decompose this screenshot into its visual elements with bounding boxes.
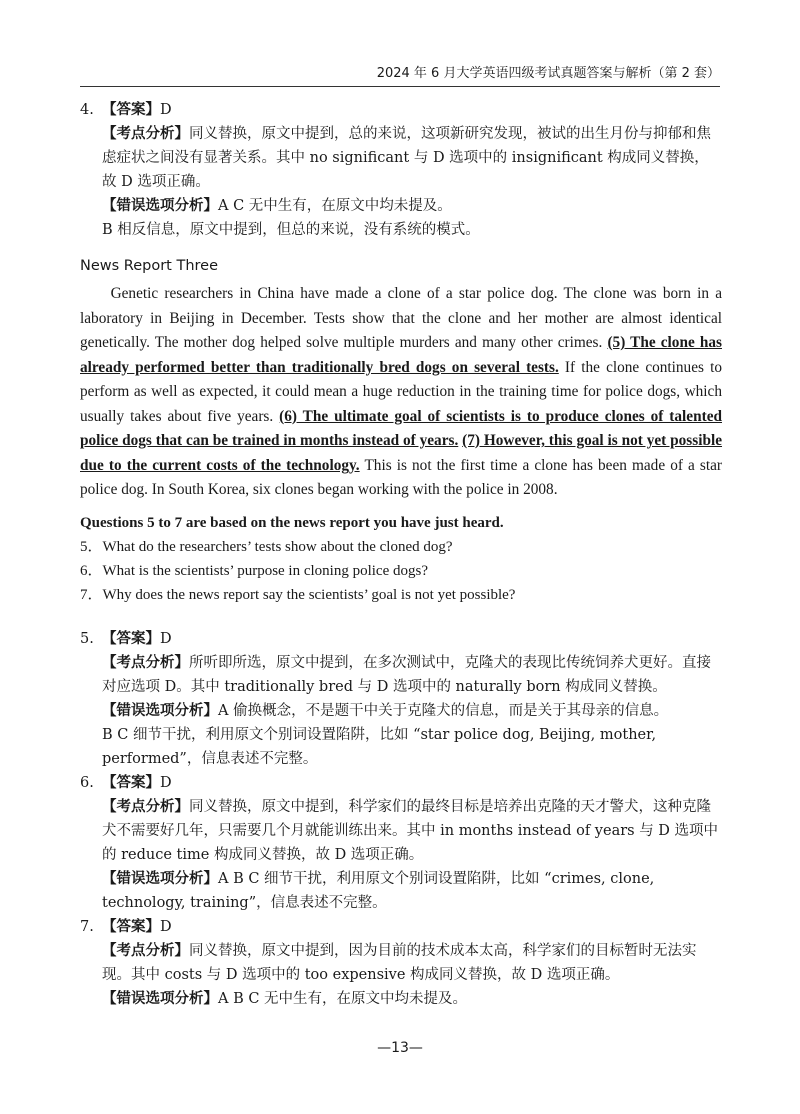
- error-line: A B C 细节干扰，利用原文个别词设置陷阱，比如 “crimes, clone, technology, training”，信息表述不完整。: [102, 870, 655, 911]
- question-item: 5．What do the researchers’ tests show about the cloned dog?: [80, 538, 453, 555]
- news-report-text: Genetic researchers in China have made a clone of a star police dog. The clone was born in a laboratory in Beijing in December. Tests show that the clone and her mother are almost identical genetically. The mother dog helped solve multiple murders and many other crimes. (5) The clone has already performed better than traditionally bred dogs on several tests. If the clone continues to perform as well as expected, it could mean a huge reduction in the training time for police dogs, which usually takes about five years. (6) The ultimate goal of scientists is to produce clones of talented police dogs that can be trained in months instead of years. (7) However, this goal is not yet possible due to the current costs of the technology. This is not the first time a clone has been made of a star police dog. In South Korea, six clones began working with the police in 2008.: [80, 285, 723, 498]
- error-line: B 相反信息，原文中提到，但总的来说，没有系统的模式。: [102, 222, 480, 238]
- analysis-text: 所听即所选，原文中提到，在多次测试中，克隆犬的表现比传统饲养犬更好。直接对应选项 D。其中 traditionally bred 与 D 选项中的 naturally born 构成同义替换。: [102, 654, 711, 695]
- answer-value: D: [160, 102, 172, 118]
- answer-label: 【答案】: [102, 917, 160, 935]
- questions-heading: Questions 5 to 7 are based on the news report you have just heard.: [80, 514, 504, 531]
- header-title: 2024 年 6 月大学英语四级考试真题答案与解析（第 2 套）: [376, 66, 720, 81]
- error-label: 【错误选项分析】: [102, 989, 218, 1007]
- error-label: 【错误选项分析】: [102, 197, 218, 214]
- answer-item-6: [80, 771, 722, 915]
- analysis-label: 【考点分析】: [102, 125, 189, 142]
- analysis-text: 同义替换，原文中提到，总的来说，这项新研究发现，被试的出生月份与抑郁和焦虑症状之间没有显著关系。其中 no significant 与 D 选项中的 insignificant 构成同义替换，故 D 选项正确。: [102, 126, 711, 190]
- answer-label: 【答案】: [102, 773, 160, 791]
- answer-item-7: [80, 915, 722, 1011]
- answer-item-5: [80, 627, 722, 771]
- answer-label: 【答案】: [102, 101, 160, 118]
- page-content: [80, 98, 722, 1011]
- analysis-text: 同义替换，原文中提到，因为目前的技术成本太高，科学家们的目标暂时无法实现。其中 costs 与 D 选项中的 too expensive 构成同义替换，故 D 选项正确。: [102, 942, 697, 983]
- question-item: 6．What is the scientists’ purpose in cloning police dogs?: [80, 562, 428, 579]
- page-header: [80, 62, 720, 87]
- answer-label: 【答案】: [102, 629, 160, 647]
- analysis-label: 【考点分析】: [102, 797, 189, 815]
- answer-value: D: [160, 630, 172, 647]
- error-line: A B C 无中生有，在原文中均未提及。: [218, 990, 468, 1007]
- item-number: 5.: [80, 630, 94, 647]
- error-line: A C 无中生有，在原文中均未提及。: [218, 198, 452, 214]
- question-item: 7．Why does the news report say the scientists’ goal is not yet possible?: [80, 586, 516, 603]
- error-line: A 偷换概念，不是题干中关于克隆犬的信息，而是关于其母亲的信息。: [218, 702, 669, 719]
- answer-value: D: [160, 774, 172, 791]
- highlight-6: (6) The ultimate goal of scientists is to produce clones of talented police dogs that can be trained in months instead of years.: [80, 407, 722, 449]
- page-number: —13—: [377, 1040, 423, 1056]
- answer-item-4: [80, 98, 722, 242]
- item-number: 7.: [80, 918, 94, 935]
- error-label: 【错误选项分析】: [102, 869, 218, 887]
- questions-list: [80, 535, 722, 607]
- item-number: 4.: [80, 102, 94, 118]
- answer-value: D: [160, 918, 172, 935]
- highlight-7: (7) However, this goal is not yet possible due to the current costs of the technology.: [80, 432, 723, 474]
- analysis-label: 【考点分析】: [102, 941, 189, 959]
- error-label: 【错误选项分析】: [102, 701, 218, 719]
- analysis-text: 同义替换，原文中提到，科学家们的最终目标是培养出克隆的天才警犬，这种克隆犬不需要好几年，只需要几个月就能训练出来。其中 in months instead of years 与 D 选项中的 reduce time 构成同义替换，故 D 选项正确。: [102, 798, 719, 863]
- analysis-label: 【考点分析】: [102, 653, 189, 671]
- news-report-title: News Report Three: [80, 258, 218, 274]
- highlight-5: (5) The clone has already performed better than traditionally bred dogs on several tests.: [80, 334, 722, 376]
- item-number: 6.: [80, 774, 94, 791]
- error-line: B C 细节干扰，利用原文个别词设置陷阱，比如 “star police dog, Beijing, mother, performed”，信息表述不完整。: [102, 726, 657, 767]
